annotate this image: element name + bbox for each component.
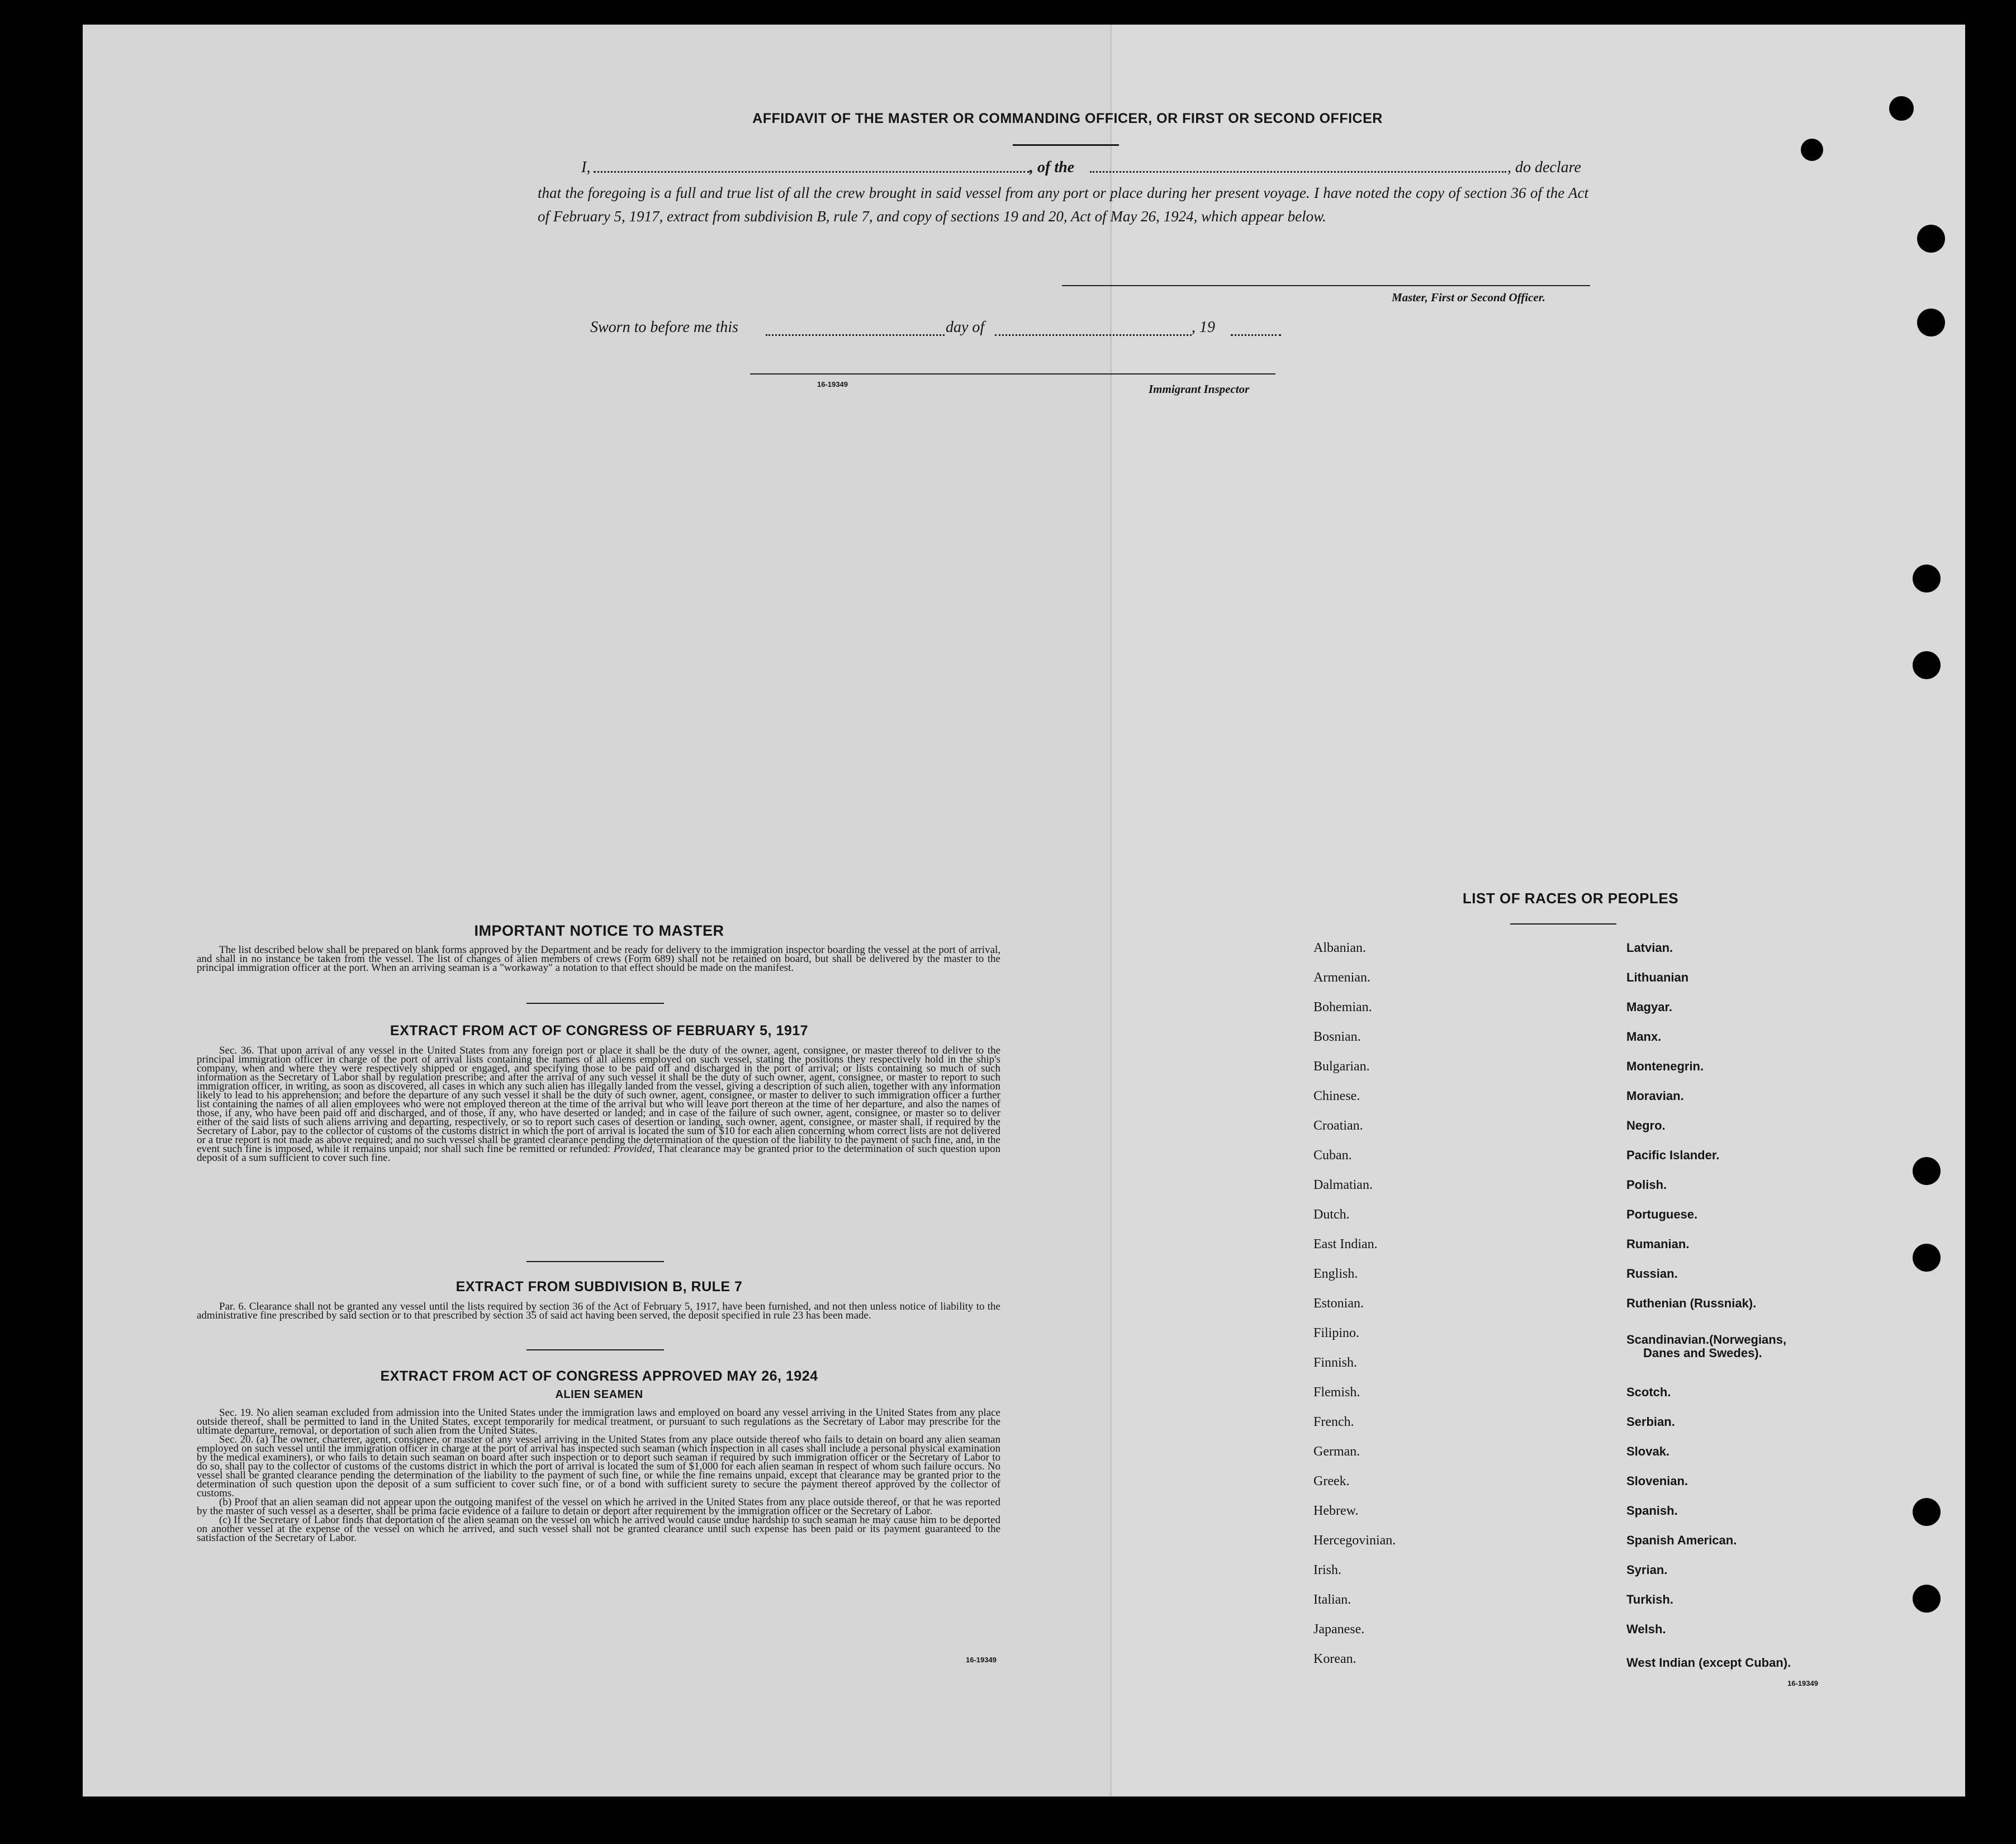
year-label: , 19 — [1192, 319, 1215, 336]
race-item: East Indian. — [1313, 1237, 1378, 1252]
extract-1924-title: EXTRACT FROM ACT OF CONGRESS APPROVED MAY 26, 1924 — [380, 1368, 818, 1384]
race-item: Greek. — [1313, 1474, 1350, 1489]
race-item: Bohemian. — [1313, 1000, 1372, 1015]
punch-hole — [1917, 225, 1945, 253]
race-item: Moravian. — [1626, 1089, 1684, 1103]
title-underline — [1013, 144, 1119, 146]
race-item: Bulgarian. — [1313, 1059, 1370, 1074]
race-item: Rumanian. — [1626, 1237, 1690, 1251]
sec20c-text: (c) If the Secretary of Labor finds that deportation of the alien seaman on the vessel on which he arrived would cause undue hardship to such seaman he may cause him to be deported on another vessel at the expense of the vessel on which he arrived, and such vessel shall not be granted clearance until such expense has been paid or its payment guaranteed to the satisfaction of the Secretary of Labor. — [197, 1514, 1000, 1544]
races-title: LIST OF RACES OR PEOPLES — [1462, 890, 1679, 907]
extract-rule7-body: Par. 6. Clearance shall not be granted any vessel until the lists required by section 36 of the Act of February 5, 1917, have been furnished, and not then unless notice of liability to the administrative fine prescribed by said section or to that prescribed by section 35 of said act having been served, the deposit specified in rule 23 has been made. — [197, 1301, 1000, 1321]
extract-rule7-section — [197, 1302, 1000, 1320]
sec20a-text: Sec. 20. (a) The owner, charterer, agent, consignee, or master of any vessel arriving in the United States from any place outside thereof who fails to detain on board any alien seaman employed on such vessel until the immigration officer in charge at the port of arrival has inspected such seaman (which inspection in all cases shall include a personal physical examination by the medical examiners), or who fails to detain such seaman on board after such inspection or to deport such seaman if required by such immigration officer or the Secretary of Labor to do so, shall pay to the collector of customs of the customs district in which the port of arrival is located the sum of $1,000 for each alien seaman in respect of whom such failure occurs. No vessel shall be granted clearance pending the determination of the liability to the payment of such fine, or while the fine remains unpaid, except that clearance may be granted prior to the determination of such question upon the deposit of a sum sufficient to cover such fine, or of a bond with sufficient surety to secure the payment thereof approved by the collector of customs. — [197, 1434, 1000, 1499]
race-item: Croatian. — [1313, 1118, 1363, 1133]
race-item: Finnish. — [1313, 1355, 1358, 1370]
race-item: Welsh. — [1626, 1622, 1666, 1636]
extract-1917-body: Sec. 36. That upon arrival of any vessel in the United States from any foreign port or place it shall be the duty of the owner, agent, consignee, or master thereof to deliver to the principal immigration officer in charge of the port of arrival lists containing the names of all aliens employed on such vessel, stating the positions they respectively hold in the ship's company, when and where they were respectively shipped or engaged, and specifying those to be paid off and discharged in the port of arrival; or lists containing so much of such information as the Secretary of Labor shall by regulation prescribe; and after the arrival of any such vessel it shall be the duty of such owner, agent, consignee, or master to report to such immigration officer, in writing, as soon as discovered, all cases in which any such alien has illegally landed from the vessel, giving a description of such alien, together with any information likely to lead to his apprehension; and before the departure of any such vessel it shall be the duty of such owner, agent, consignee, or master to deliver to such immigration officer a further list containing the names of all alien employees who were not employed thereon at the time of the arrival but who will leave port thereon at the time of her departure, and also the names of those, if any, who have been paid off and discharged, and of those, if any, who have deserted or landed; and in case of the failure of such owner, agent, consignee, or master so to deliver either of the said lists of such aliens arriving and departing, respectively, or so to report such cases of desertion or landing, such owner, agent, consignee, or master shall, if required by the Secretary of Labor, pay to the collector of customs of the customs district in which the port of arrival is located the sum of $10 for each alien concerning whom correct lists are not delivered or a true report is not made as above required; and no such vessel shall be granted clearance pending the determination of the question of the liability to the payment of such fine, and, in the event such fine is imposed, while it remains unpaid; nor shall such fine be remitted or refunded: — [197, 1045, 1000, 1155]
race-item: Irish. — [1313, 1563, 1341, 1577]
race-item: Latvian. — [1626, 941, 1673, 955]
punch-hole — [1917, 309, 1945, 336]
races-underline — [1510, 923, 1616, 925]
signature-label: Master, First or Second Officer. — [1392, 291, 1545, 304]
race-item: Scotch. — [1626, 1385, 1671, 1399]
race-item: Scandinavian.(Norwegians, — [1626, 1333, 1787, 1347]
race-item: Slovenian. — [1626, 1474, 1688, 1488]
extract-1924-section — [197, 1409, 1000, 1543]
race-item: Turkish. — [1626, 1592, 1673, 1606]
race-item: Dutch. — [1313, 1207, 1350, 1222]
day-of-label: day of — [946, 319, 985, 336]
race-item: French. — [1313, 1415, 1354, 1429]
notice-title: IMPORTANT NOTICE TO MASTER — [474, 922, 724, 939]
race-item: Hercegovinian. — [1313, 1533, 1396, 1548]
race-item: Pacific Islander. — [1626, 1148, 1720, 1162]
race-item: Dalmatian. — [1313, 1178, 1373, 1192]
race-item: Lithuanian — [1626, 970, 1689, 984]
race-item: Serbian. — [1626, 1415, 1675, 1429]
punch-hole — [1801, 139, 1823, 161]
sec20b-text: (b) Proof that an alien seaman did not appear upon the outgoing manifest of the vessel on which he arrived in the United States from any place outside thereof, or that he was reported by the master of such vessel as a deserter, shall be prima facie evidence of a failure to detain or deport after requirement by the immigration officer or the Secretary of Labor. — [197, 1496, 1000, 1517]
divider — [526, 1261, 664, 1262]
punch-hole — [1913, 1498, 1941, 1526]
race-item: Italian. — [1313, 1592, 1351, 1607]
punch-hole — [1913, 1244, 1941, 1272]
affidavit-body: that the foregoing is a full and true list of all the crew brought in said vessel from any port or place during her present voyage. I have noted the copy of section 36 of the Act of February 5, 1917, extract from subdivision B, rule 7, and copy of sections 19 and 20, Act of May 26, 1924, which appear below. — [538, 184, 1588, 225]
race-item: Portuguese. — [1626, 1207, 1698, 1221]
race-item: Spanish. — [1626, 1504, 1678, 1518]
race-item: English. — [1313, 1267, 1358, 1281]
race-item: Flemish. — [1313, 1385, 1360, 1400]
race-item: Polish. — [1626, 1178, 1667, 1192]
sec19-text: Sec. 19. No alien seaman excluded from admission into the United States under the immigration laws and employed on board any vessel arriving in the United States from any place outside thereof, shall be permitted to land in the United States, except temporarily for medical treatment, or pursuant to such regulations as the Secretary of Labor may prescribe for the ultimate departure, removal, or deportation of such alien from the United States. — [197, 1407, 1000, 1437]
punch-hole — [1913, 1157, 1941, 1185]
affidavit-do-declare: , do declare — [1507, 159, 1581, 176]
race-item: West Indian (except Cuban). — [1626, 1656, 1791, 1670]
inspector-label: Immigrant Inspector — [1149, 382, 1250, 396]
sworn-month-field[interactable] — [995, 334, 1192, 336]
race-item: Magyar. — [1626, 1000, 1672, 1014]
race-item: Cuban. — [1313, 1148, 1352, 1163]
race-item: Russian. — [1626, 1267, 1678, 1281]
punch-hole — [1913, 1585, 1941, 1613]
race-item: Korean. — [1313, 1652, 1356, 1666]
race-item: Slovak. — [1626, 1444, 1670, 1458]
race-item: Bosnian. — [1313, 1030, 1361, 1044]
race-item: Spanish American. — [1626, 1533, 1737, 1547]
signature-line[interactable] — [1062, 285, 1590, 286]
race-item: Chinese. — [1313, 1089, 1360, 1103]
affidavit-line-i: I, — [581, 159, 591, 176]
page-fold — [1110, 25, 1112, 1796]
notice-section — [197, 946, 1000, 973]
notice-body: The list described below shall be prepared on blank forms approved by the Department and be ready for delivery to the immigration inspector boarding the vessel at the port of arrival, and shall in no instance be taken from the vessel. The list of changes of alien members of crews (Form 689) shall not be retained on board, but shall be delivered by the master to the principal immigration officer at the port. When an arriving seaman is a "workaway" a notation to that effect should be made on the manifest. — [197, 944, 1000, 974]
race-item: Filipino. — [1313, 1326, 1360, 1340]
extract-1917-section — [197, 1046, 1000, 1163]
sworn-year-field[interactable] — [1231, 334, 1281, 336]
divider — [526, 1349, 664, 1350]
sworn-label: Sworn to before me this — [590, 319, 738, 336]
race-item: German. — [1313, 1444, 1360, 1459]
extract-form-number: 16-19349 — [966, 1656, 997, 1664]
punch-hole — [1913, 651, 1941, 679]
race-item: Manx. — [1626, 1030, 1662, 1044]
proviso-text: That clearance may be granted prior to the determination of such question upon deposit of a sum sufficient to cover such fine. — [197, 1143, 1000, 1164]
affidavit-form-number: 16-19349 — [817, 380, 848, 388]
race-item: Estonian. — [1313, 1296, 1364, 1311]
race-item: Armenian. — [1313, 970, 1370, 985]
name-field[interactable] — [594, 171, 1030, 173]
race-item: Japanese. — [1313, 1622, 1365, 1637]
race-item: Albanian. — [1313, 941, 1366, 955]
extract-1917-title: EXTRACT FROM ACT OF CONGRESS OF FEBRUARY 5, 1917 — [390, 1023, 809, 1039]
affidavit-of-the: , of the — [1030, 159, 1075, 176]
vessel-field[interactable] — [1090, 171, 1506, 173]
extract-1924-subtitle: ALIEN SEAMEN — [555, 1388, 643, 1401]
punch-hole — [1889, 96, 1914, 121]
proviso-label: Provided, — [613, 1143, 655, 1155]
race-item: Montenegrin. — [1626, 1059, 1704, 1073]
race-item: Hebrew. — [1313, 1504, 1359, 1518]
race-item: Ruthenian (Russniak). — [1626, 1296, 1757, 1310]
race-scandinavian-continued: Danes and Swedes). — [1643, 1346, 1762, 1360]
race-item: Negro. — [1626, 1118, 1666, 1132]
sworn-day-field[interactable] — [766, 334, 945, 336]
extract-rule7-title: EXTRACT FROM SUBDIVISION B, RULE 7 — [456, 1279, 743, 1295]
affidavit-title: AFFIDAVIT OF THE MASTER OR COMMANDING OFFICER, OR FIRST OR SECOND OFFICER — [752, 111, 1383, 126]
races-form-number: 16-19349 — [1787, 1679, 1818, 1687]
divider — [526, 1003, 664, 1004]
inspector-signature-line[interactable] — [750, 373, 1275, 375]
punch-hole — [1913, 565, 1941, 592]
race-item: Syrian. — [1626, 1563, 1668, 1577]
